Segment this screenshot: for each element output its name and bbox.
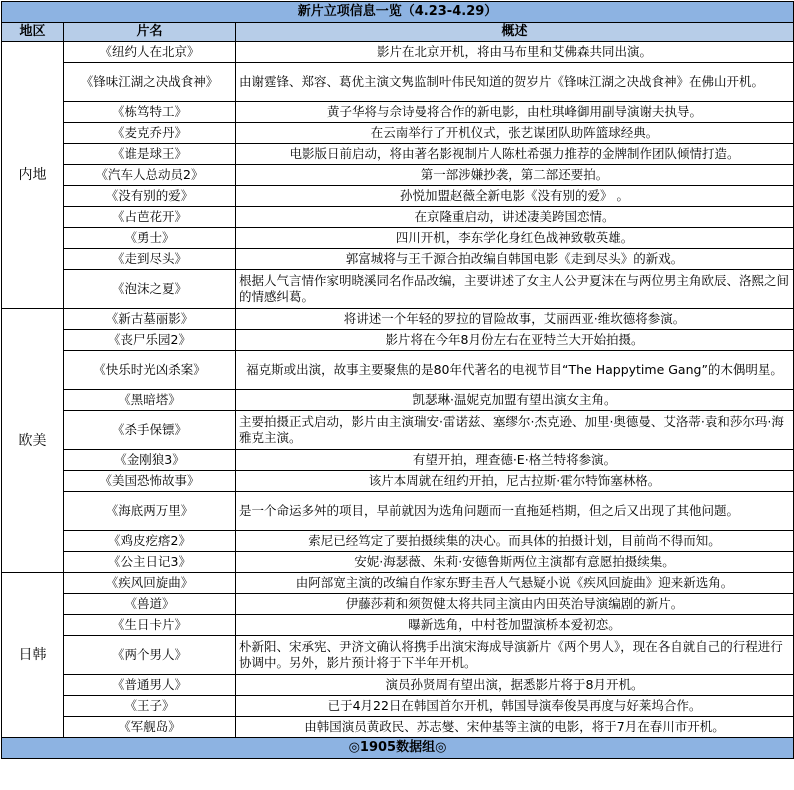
description-cell: 电影版日前启动，将由著名影视制片人陈杜希强力推荐的金牌制作团队倾情打造。 bbox=[236, 144, 794, 165]
film-title-cell: 《栋笃特工》 bbox=[64, 102, 236, 123]
table-row bbox=[2, 351, 794, 390]
description-cell: 是一个命运多舛的项目，早前就因为选角问题而一直拖延档期，但之后又出现了其他问题。 bbox=[236, 492, 794, 531]
header-row bbox=[2, 23, 794, 42]
film-title-cell: 《勇士》 bbox=[64, 228, 236, 249]
region-cell: 日韩 bbox=[2, 573, 64, 738]
table-row bbox=[2, 636, 794, 675]
film-title-cell: 《普通男人》 bbox=[64, 675, 236, 696]
region-cell: 内地 bbox=[2, 42, 64, 309]
film-title-cell: 《麦克乔丹》 bbox=[64, 123, 236, 144]
description-cell: 在京隆重启动，讲述凄美跨国恋情。 bbox=[236, 207, 794, 228]
table-row bbox=[2, 42, 794, 63]
table-row bbox=[2, 309, 794, 330]
film-title-cell: 《生日卡片》 bbox=[64, 615, 236, 636]
description-cell: 福克斯或出演，故事主要聚焦的是80年代著名的电视节目“The Happytime Gang”的木偶明星。 bbox=[236, 351, 794, 390]
film-title-cell: 《泡沫之夏》 bbox=[64, 270, 236, 309]
table-row bbox=[2, 102, 794, 123]
film-title-cell: 《走到尽头》 bbox=[64, 249, 236, 270]
table-row bbox=[2, 675, 794, 696]
film-title-cell: 《丧尸乐园2》 bbox=[64, 330, 236, 351]
table-row bbox=[2, 573, 794, 594]
table-row bbox=[2, 207, 794, 228]
description-cell: 第一部涉嫌抄袭，第二部还要拍。 bbox=[236, 165, 794, 186]
film-title-cell: 《新古墓丽影》 bbox=[64, 309, 236, 330]
table-row bbox=[2, 594, 794, 615]
description-cell: 由谢霆锋、郑容、葛优主演文隽监制叶伟民知道的贺岁片《锋味江湖之决战食神》在佛山开机。 bbox=[236, 63, 794, 102]
description-cell: 主要拍摄正式启动，影片由主演瑞安·雷诺兹、塞缪尔·杰克逊、加里·奥德曼、艾洛蒂·袁和莎尔玛·海雅克主演。 bbox=[236, 411, 794, 450]
description-cell: 由韩国演员黄政民、苏志燮、宋仲基等主演的电影，将于7月在春川市开机。 bbox=[236, 717, 794, 738]
film-title-cell: 《美国恐怖故事》 bbox=[64, 471, 236, 492]
film-title-cell: 《公主日记3》 bbox=[64, 552, 236, 573]
film-title-cell: 《汽车人总动员2》 bbox=[64, 165, 236, 186]
film-title-cell: 《纽约人在北京》 bbox=[64, 42, 236, 63]
header-region: 地区 bbox=[2, 23, 64, 42]
description-cell: 朴新阳、宋承宪、尹济文确认将携手出演宋海成导演新片《两个男人》，现在各自就自己的行程进行协调中。另外，影片预计将于下半年开机。 bbox=[236, 636, 794, 675]
film-title-cell: 《王子》 bbox=[64, 696, 236, 717]
table-row bbox=[2, 123, 794, 144]
description-cell: 由阿部宽主演的改编自作家东野圭吾人气悬疑小说《疾风回旋曲》迎来新选角。 bbox=[236, 573, 794, 594]
table-row bbox=[2, 249, 794, 270]
film-title-cell: 《谁是球王》 bbox=[64, 144, 236, 165]
description-cell: 孙悦加盟赵薇全新电影《没有别的爱》 。 bbox=[236, 186, 794, 207]
table-row bbox=[2, 228, 794, 249]
table-row bbox=[2, 330, 794, 351]
description-cell: 影片将在今年8月份左右在亚特兰大开始拍摄。 bbox=[236, 330, 794, 351]
table-title: 新片立项信息一览（4.23-4.29） bbox=[2, 2, 794, 23]
header-desc: 概述 bbox=[236, 23, 794, 42]
table-row bbox=[2, 615, 794, 636]
header-film: 片名 bbox=[64, 23, 236, 42]
description-cell: 演员孙贤周有望出演，据悉影片将于8月开机。 bbox=[236, 675, 794, 696]
description-cell: 凯瑟琳·温妮克加盟有望出演女主角。 bbox=[236, 390, 794, 411]
film-title-cell: 《金刚狼3》 bbox=[64, 450, 236, 471]
description-cell: 已于4月22日在韩国首尔开机，韩国导演奉俊昊再度与好莱坞合作。 bbox=[236, 696, 794, 717]
description-cell: 根据人气言情作家明晓溪同名作品改编，主要讲述了女主人公尹夏沫在与两位男主角欧辰、洛熙之间的情感纠葛。 bbox=[236, 270, 794, 309]
table-row bbox=[2, 144, 794, 165]
film-title-cell: 《黑暗塔》 bbox=[64, 390, 236, 411]
region-cell: 欧美 bbox=[2, 309, 64, 573]
film-title-cell: 《占芭花开》 bbox=[64, 207, 236, 228]
table-row bbox=[2, 717, 794, 738]
film-title-cell: 《疾风回旋曲》 bbox=[64, 573, 236, 594]
film-title-cell: 《兽道》 bbox=[64, 594, 236, 615]
table-row bbox=[2, 411, 794, 450]
description-cell: 黄子华将与佘诗曼将合作的新电影，由杜琪峰御用副导演谢夫执导。 bbox=[236, 102, 794, 123]
description-cell: 郭富城将与王千源合拍改编自韩国电影《走到尽头》的新戏。 bbox=[236, 249, 794, 270]
film-title-cell: 《没有别的爱》 bbox=[64, 186, 236, 207]
film-title-cell: 《两个男人》 bbox=[64, 636, 236, 675]
table-row bbox=[2, 492, 794, 531]
film-title-cell: 《鸡皮疙瘩2》 bbox=[64, 531, 236, 552]
film-title-cell: 《军舰岛》 bbox=[64, 717, 236, 738]
film-title-cell: 《杀手保镖》 bbox=[64, 411, 236, 450]
description-cell: 索尼已经笃定了要拍摄续集的决心。而具体的拍摄计划，目前尚不得而知。 bbox=[236, 531, 794, 552]
footer-credit: ◎1905数据组◎ bbox=[2, 738, 794, 759]
film-title-cell: 《海底两万里》 bbox=[64, 492, 236, 531]
table-row bbox=[2, 471, 794, 492]
film-title-cell: 《快乐时光凶杀案》 bbox=[64, 351, 236, 390]
description-cell: 影片在北京开机，将由马布里和艾佛森共同出演。 bbox=[236, 42, 794, 63]
table-row bbox=[2, 450, 794, 471]
table-row bbox=[2, 390, 794, 411]
table-row bbox=[2, 186, 794, 207]
description-cell: 在云南举行了开机仪式，张艺谋团队助阵篮球经典。 bbox=[236, 123, 794, 144]
description-cell: 伊藤莎莉和须贺健太将共同主演由内田英治导演编剧的新片。 bbox=[236, 594, 794, 615]
info-table bbox=[1, 1, 794, 759]
title-row bbox=[2, 2, 794, 23]
table-row bbox=[2, 552, 794, 573]
table-row bbox=[2, 165, 794, 186]
footer-row bbox=[2, 738, 794, 759]
table-row bbox=[2, 531, 794, 552]
description-cell: 该片本周就在纽约开拍，尼古拉斯·霍尔特饰塞林格。 bbox=[236, 471, 794, 492]
film-title-cell: 《锋味江湖之决战食神》 bbox=[64, 63, 236, 102]
description-cell: 有望开拍，理查德·E·格兰特将参演。 bbox=[236, 450, 794, 471]
description-cell: 安妮·海瑟薇、朱莉·安德鲁斯两位主演都有意愿拍摄续集。 bbox=[236, 552, 794, 573]
table-row bbox=[2, 696, 794, 717]
table-row bbox=[2, 63, 794, 102]
description-cell: 曝新选角，中村苍加盟演桥本爱初恋。 bbox=[236, 615, 794, 636]
table-row bbox=[2, 270, 794, 309]
description-cell: 四川开机，李东学化身红色战神致敬英雄。 bbox=[236, 228, 794, 249]
description-cell: 将讲述一个年轻的罗拉的冒险故事，艾丽西亚·维坎德将参演。 bbox=[236, 309, 794, 330]
